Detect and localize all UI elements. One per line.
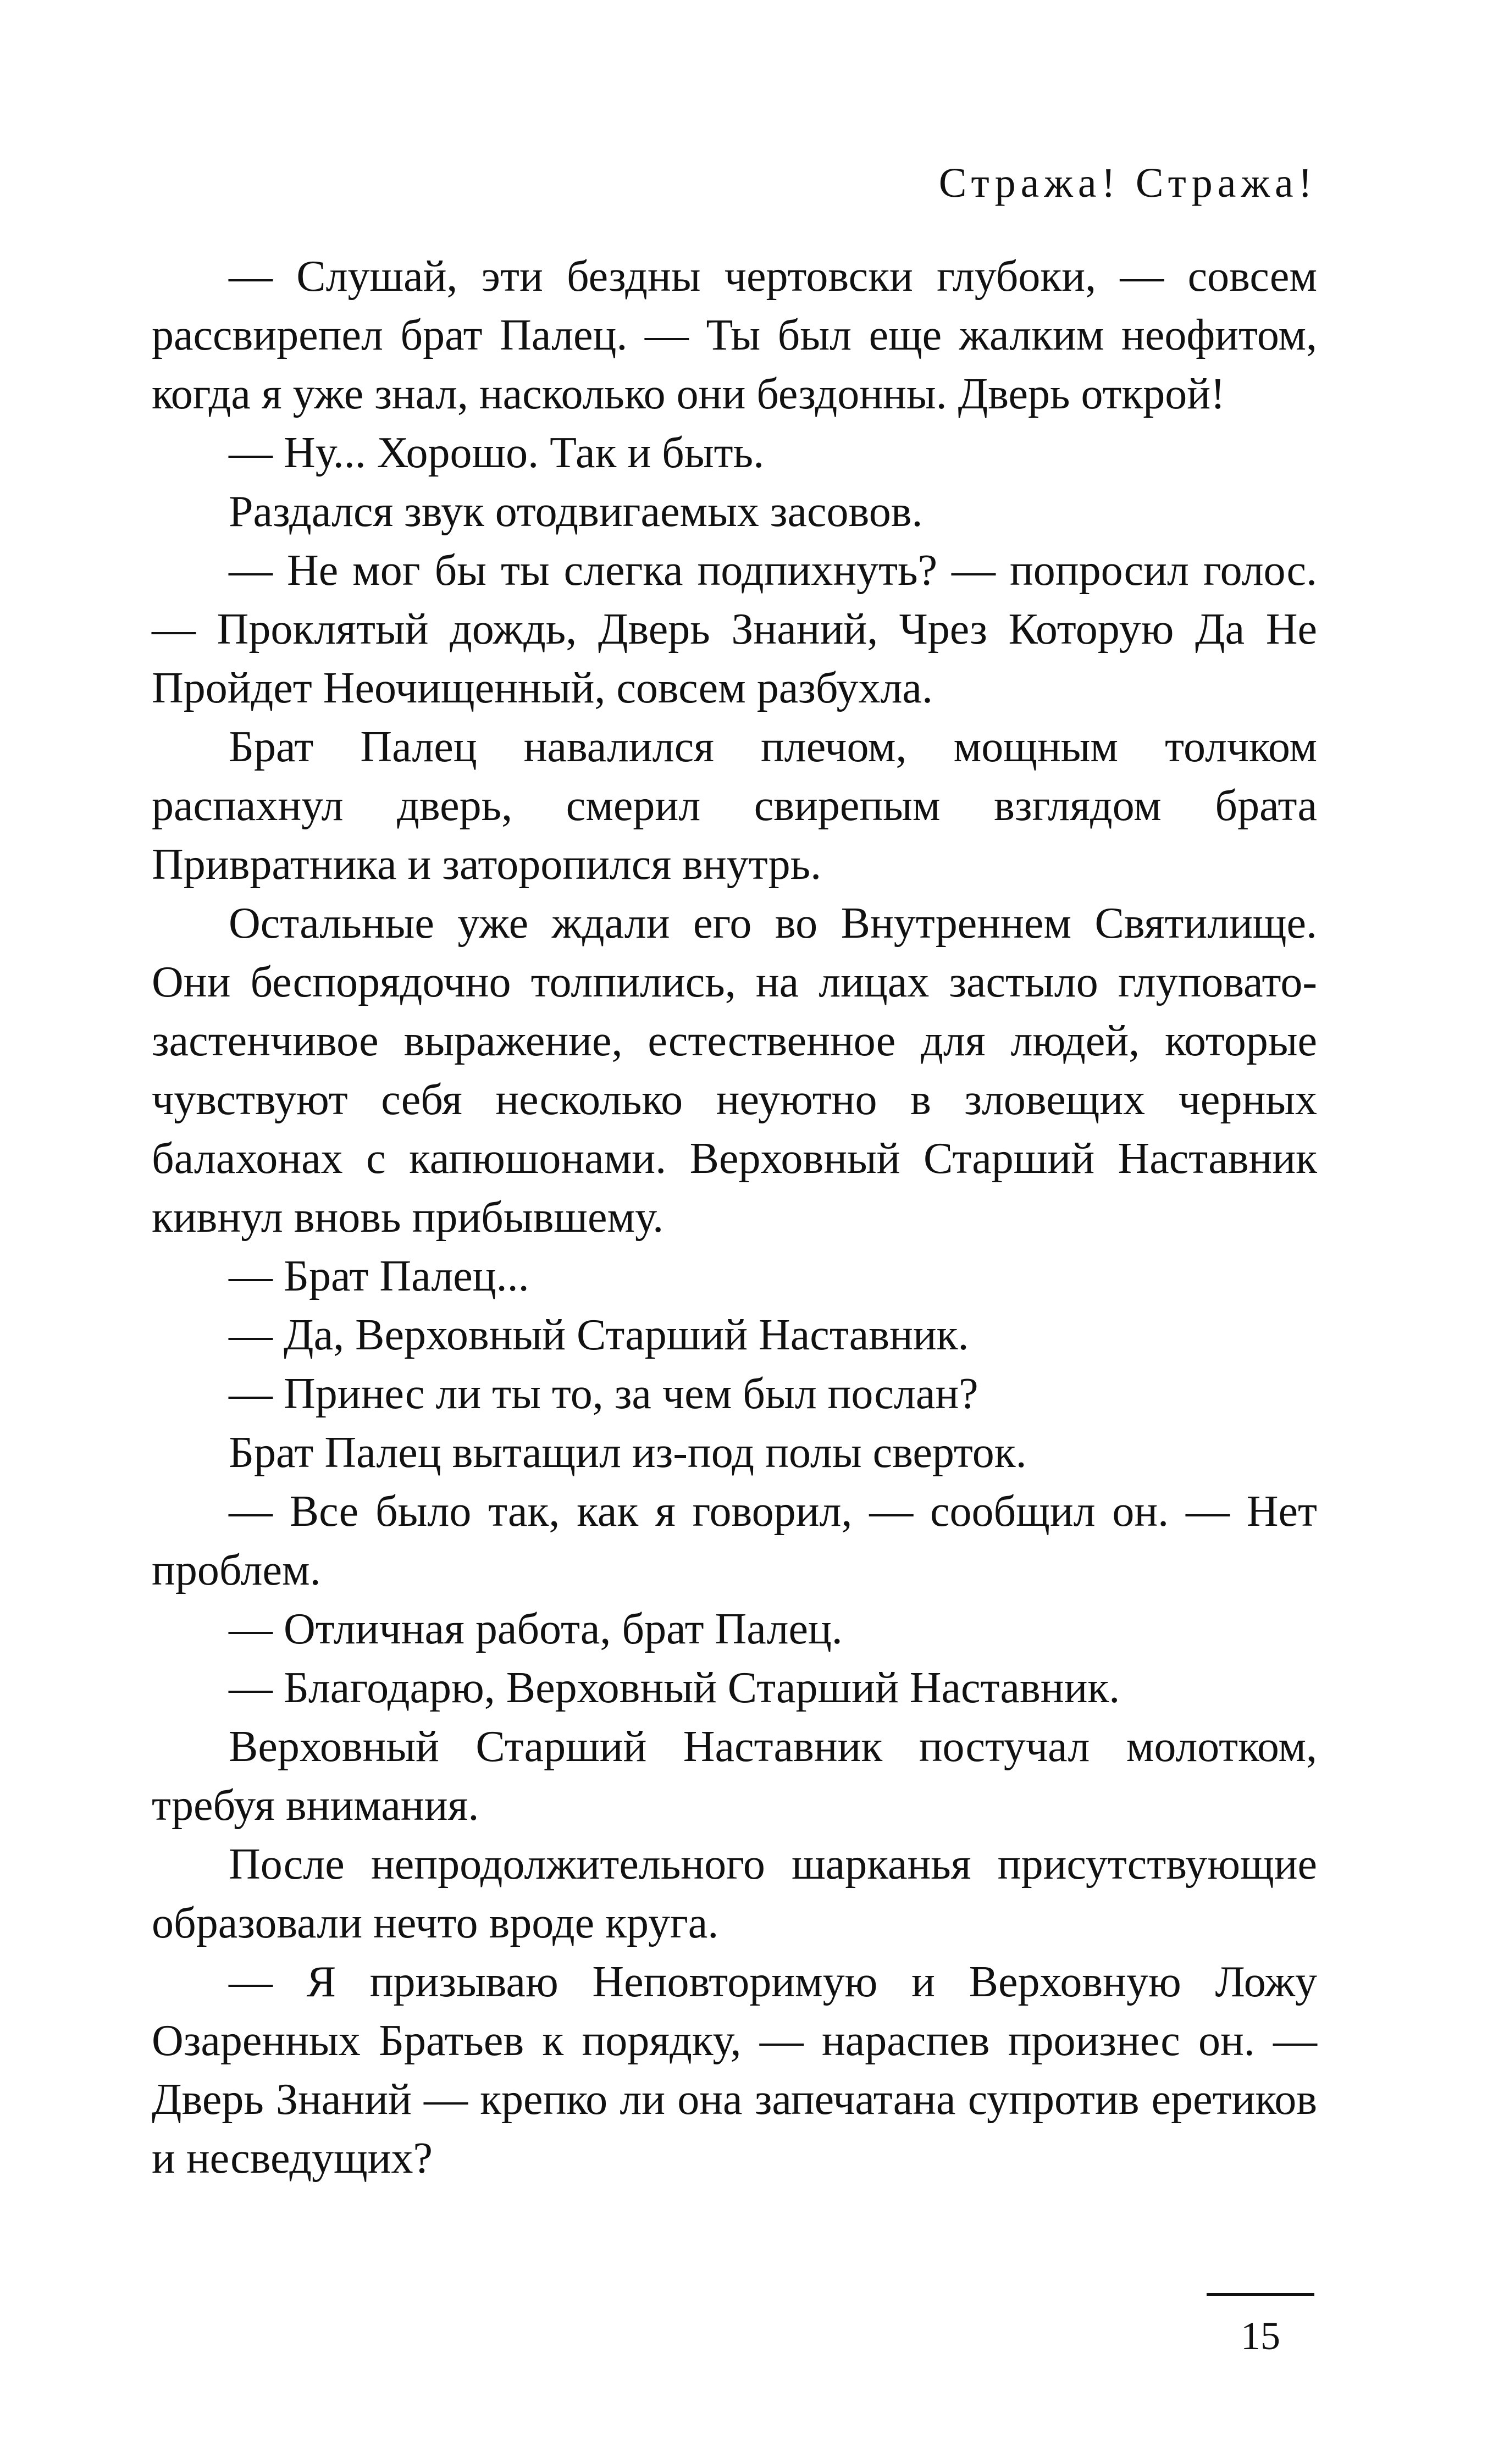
- paragraph: Остальные уже ждали его во Внутреннем Святилище. Они беспорядочно толпились, на лицах застыло глуповато-застенчивое выражение, естественное для людей, которые чувствуют себя несколько неуютно в зловещих черных балахонах с капюшонами. Верховный Старший Наставник кивнул вновь прибывшему.: [152, 899, 1317, 1242]
- page-number: 15: [1241, 2314, 1280, 2358]
- paragraph: — Благодарю, Верховный Старший Наставник.: [229, 1664, 1120, 1712]
- paragraph: — Я призываю Неповторимую и Верховную Ложу Озаренных Братьев к порядку, — нараспев произнес он. — Дверь Знаний — крепко ли она запечатана супротив еретиков и несведущих?: [152, 1958, 1317, 2183]
- paragraph: Раздался звук отодвигаемых засовов.: [229, 488, 923, 536]
- folio-rule: [1207, 2293, 1314, 2296]
- paragraph: — Все было так, как я говорил, — сообщил он. — Нет проблем.: [152, 1487, 1317, 1594]
- paragraph: — Ну... Хорошо. Так и быть.: [229, 429, 765, 477]
- paragraph: Брат Палец вытащил из-под полы сверток.: [229, 1428, 1027, 1477]
- running-title: Стража! Стража!: [938, 160, 1317, 206]
- paragraph: — Да, Верховный Старший Наставник.: [229, 1311, 969, 1359]
- paragraph: — Слушай, эти бездны чертовски глубоки, — совсем рассвирепел брат Палец. — Ты был еще жалким неофитом, когда я уже знал, насколько они бездонны. Дверь открой!: [152, 252, 1317, 418]
- paragraph: Брат Палец навалился плечом, мощным толчком распахнул дверь, смерил свирепым взглядом брата Привратника и заторопился внутрь.: [152, 723, 1317, 889]
- body-text: [152, 247, 1317, 2188]
- paragraph: — Брат Палец...: [229, 1252, 529, 1300]
- paragraph: — Отличная работа, брат Палец.: [229, 1605, 843, 1653]
- paragraph: — Принес ли ты то, за чем был послан?: [229, 1370, 978, 1418]
- paragraph: После непродолжительного шарканья присутствующие образовали нечто вроде круга.: [152, 1840, 1317, 1947]
- paragraph: Верховный Старший Наставник постучал молотком, требуя внимания.: [152, 1723, 1317, 1830]
- paragraph: — Не мог бы ты слегка подпихнуть? — попросил голос. — Проклятый дождь, Дверь Знаний, Чрез Которую Да Не Пройдет Неочищенный, совсем разбухла.: [152, 546, 1317, 712]
